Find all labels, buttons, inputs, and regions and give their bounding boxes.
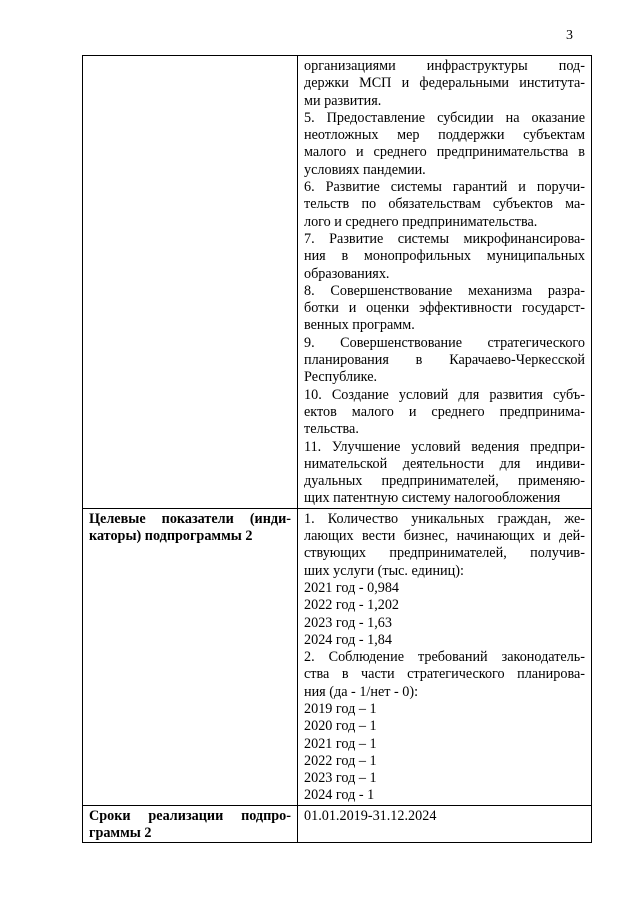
text-line: ектов малого и среднего предпринима- <box>304 403 585 420</box>
text-line: организациями инфраструктуры под- <box>304 58 585 74</box>
text-line: ми развития. <box>304 92 382 109</box>
text-line: 1. Количество уникальных граждан, же- <box>304 510 585 527</box>
text-line: нимательской деятельности для индиви- <box>304 455 585 472</box>
table-row <box>83 508 592 805</box>
text-line: 6. Развитие системы гарантий и поручи- <box>304 179 585 196</box>
text-line: 11. Улучшение условий ведения предпри- <box>304 438 585 455</box>
text-line: 2019 год – 1 <box>304 700 377 717</box>
text-line: 2023 год - 1,63 <box>304 614 392 631</box>
text-line: 9. Совершенствование стратегического <box>304 334 585 351</box>
text-line: ния в монопрофильных муниципальных <box>304 248 585 265</box>
text-line: лого и среднего предпринимательства. <box>304 213 538 230</box>
text-line: ствующих предпринимателей, получив- <box>304 545 585 562</box>
text-line: 5. Предоставление субсидии на оказание <box>304 109 585 126</box>
row-content-cell <box>298 56 592 509</box>
text-line: дуальных предпринимателей, применяю- <box>304 473 585 490</box>
row-label-cell <box>83 56 298 509</box>
text-line: 01.01.2019-31.12.2024 <box>304 807 437 824</box>
text-line: 7. Развитие системы микрофинансирова- <box>304 230 585 247</box>
text-line: держки МСП и федеральными института- <box>304 75 585 92</box>
text-line: ства в части стратегического планирова- <box>304 666 585 683</box>
text-line: 2020 год – 1 <box>304 718 377 735</box>
text-line: ния (да - 1/нет - 0): <box>304 683 419 700</box>
table-row <box>83 805 592 843</box>
text-line: 8. Совершенствование механизма разра- <box>304 282 585 299</box>
text-line: 2021 год - 0,984 <box>304 579 400 596</box>
text-line: 2022 год – 1 <box>304 752 377 769</box>
label-line: граммы 2 <box>89 825 152 842</box>
text-line: 2024 год - 1 <box>304 787 375 804</box>
text-line: планирования в Карачаево-Черкесской <box>304 352 585 369</box>
text-line: 10. Создание условий для развития субъ- <box>304 386 585 403</box>
label-line: каторы) подпрограммы 2 <box>89 528 253 545</box>
table-row <box>83 56 592 509</box>
text-line: венных программ. <box>304 317 415 334</box>
text-line: щих патентную систему налогообложения <box>304 490 561 507</box>
subprogram-passport-table <box>82 55 592 843</box>
text-line: малого и среднего предпринимательства в <box>304 144 585 161</box>
label-line: Сроки реализации подпро- <box>89 807 291 824</box>
text-line: лающих вести бизнес, начинающих и дей- <box>304 528 585 545</box>
text-line: 2021 год – 1 <box>304 735 377 752</box>
row-content-cell <box>298 508 592 805</box>
text-line: неотложных мер поддержки субъектам <box>304 127 585 144</box>
text-line: 2022 год - 1,202 <box>304 597 400 614</box>
text-line: образованиях. <box>304 265 390 282</box>
label-line: Целевые показатели (инди- <box>89 510 291 527</box>
text-line: 2. Соблюдение требований законодатель- <box>304 649 585 666</box>
text-line: условиях пандемии. <box>304 161 426 178</box>
text-line: ботки и оценки эффективности государст- <box>304 300 585 317</box>
row-content-cell <box>298 805 592 843</box>
text-line: ших услуги (тыс. единиц): <box>304 562 464 579</box>
text-line: тельства. <box>304 421 359 438</box>
text-line: 2023 год – 1 <box>304 770 377 787</box>
page-number: 3 <box>566 28 573 43</box>
text-line: тельств по обязательствам субъектов ма- <box>304 196 585 213</box>
row-label-cell <box>83 805 298 843</box>
text-line: 2024 год - 1,84 <box>304 631 392 648</box>
text-line: Республике. <box>304 369 378 386</box>
row-label-cell <box>83 508 298 805</box>
